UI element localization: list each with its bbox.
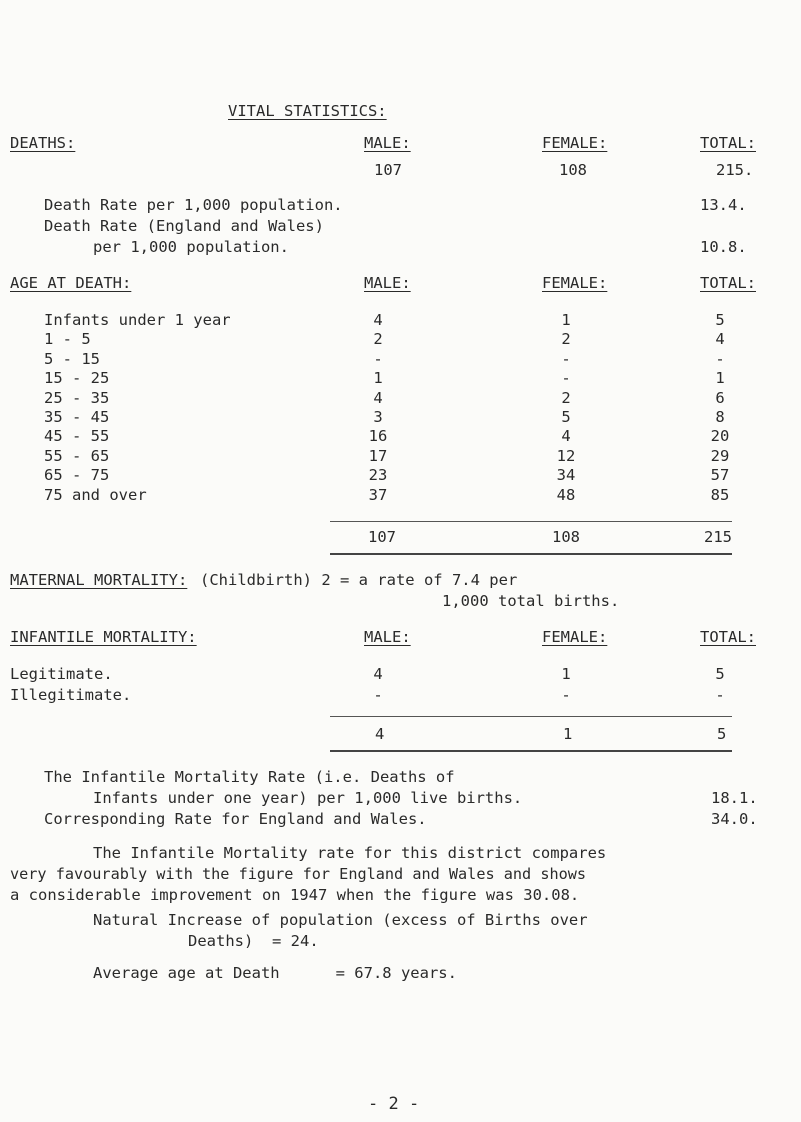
age-total-cell: 29 [710,447,730,465]
age-male-cell: 4 [373,311,383,329]
age-total-cell: 4 [715,330,725,348]
age-total-female: 108 [552,528,580,546]
age-female-cell: 1 [561,311,571,329]
infantile-rule-bottom [330,750,732,752]
imr-value: 18.1. [711,789,758,807]
age-total-cell: 8 [715,408,725,426]
maternal-label: MATERNAL MORTALITY: [10,571,188,589]
infantile-female-header: FEMALE: [542,628,608,646]
age-range-label: 5 - 15 [44,350,100,368]
age-female-header: FEMALE: [542,274,608,292]
infantile-total-female: 1 [563,725,573,743]
age-total-cell: 6 [715,389,725,407]
deaths-female-value: 108 [559,161,587,179]
age-female-cell: - [561,369,571,387]
age-female-cell: 12 [556,447,576,465]
age-male-header: MALE: [364,274,411,292]
infantile-total-cell: - [715,686,725,704]
age-total-cell: 57 [710,466,730,484]
deaths-total-header: TOTAL: [700,134,756,152]
age-female-cell: 48 [556,486,576,504]
infantile-total-male: 4 [375,725,385,743]
age-female-cell: 4 [561,427,571,445]
age-total-cell: 5 [715,311,725,329]
age-total-cell: 85 [710,486,730,504]
ew-death-rate-label-2: per 1,000 population. [93,238,289,256]
infantile-female-cell: 1 [561,665,571,683]
age-range-label: 75 and over [44,486,147,504]
natural-increase-1: Natural Increase of population (excess of Births over [93,911,588,929]
age-range-label: 25 - 35 [44,389,110,407]
deaths-total-value: 215. [716,161,754,179]
maternal-text-2: 1,000 total births. [442,592,620,610]
average-age-at-death: Average age at Death = 67.8 years. [93,964,457,982]
death-rate-label: Death Rate per 1,000 population. [44,196,343,214]
age-total-header: TOTAL: [700,274,756,292]
infantile-male-header: MALE: [364,628,411,646]
ew-death-rate-value: 10.8. [700,238,747,256]
age-table-rule-bottom [330,553,732,555]
infantile-total-total: 5 [717,725,727,743]
age-male-cell: 23 [368,466,388,484]
age-table-rule-top [330,521,732,522]
infantile-female-cell: - [561,686,571,704]
imr-text-2: Infants under one year) per 1,000 live births. [93,789,523,807]
age-female-cell: - [561,350,571,368]
age-male-cell: 17 [368,447,388,465]
age-female-cell: 34 [556,466,576,484]
deaths-male-value: 107 [374,161,402,179]
infantile-male-cell: 4 [373,665,383,683]
corresponding-rate-label: Corresponding Rate for England and Wales. [44,810,427,828]
infantile-male-cell: - [373,686,383,704]
infantile-row-label: Legitimate. [10,665,113,683]
age-male-cell: - [373,350,383,368]
age-range-label: 65 - 75 [44,466,110,484]
infantile-label: INFANTILE MORTALITY: [10,628,197,646]
natural-increase-2: Deaths) = 24. [188,932,319,950]
age-range-label: 45 - 55 [44,427,110,445]
age-total-total: 215 [704,528,732,546]
age-range-label: 55 - 65 [44,447,110,465]
age-range-label: 15 - 25 [44,369,110,387]
imr-text-1: The Infantile Mortality Rate (i.e. Deaths of [44,768,455,786]
infantile-total-cell: 5 [715,665,725,683]
age-male-cell: 3 [373,408,383,426]
age-male-cell: 1 [373,369,383,387]
corresponding-rate-value: 34.0. [711,810,758,828]
infantile-row-label: Illegitimate. [10,686,132,704]
death-rate-value: 13.4. [700,196,747,214]
page-title: VITAL STATISTICS: [228,102,387,120]
age-female-cell: 5 [561,408,571,426]
age-total-cell: - [715,350,725,368]
infantile-rule-top [330,716,732,717]
page-number: - 2 - [368,1094,420,1114]
compare-text-1: The Infantile Mortality rate for this district compares [93,844,607,862]
age-male-cell: 37 [368,486,388,504]
ew-death-rate-label-1: Death Rate (England and Wales) [44,217,324,235]
age-female-cell: 2 [561,330,571,348]
deaths-male-header: MALE: [364,134,411,152]
age-male-cell: 2 [373,330,383,348]
age-total-male: 107 [368,528,396,546]
age-range-label: 35 - 45 [44,408,110,426]
compare-text-2: very favourably with the figure for England and Wales and shows [10,865,587,883]
age-range-label: Infants under 1 year [44,311,231,329]
deaths-label: DEATHS: [10,134,76,152]
age-total-cell: 1 [715,369,725,387]
infantile-total-header: TOTAL: [700,628,756,646]
age-range-label: 1 - 5 [44,330,91,348]
age-female-cell: 2 [561,389,571,407]
compare-text-3: a considerable improvement on 1947 when the figure was 30.08. [10,886,580,904]
deaths-female-header: FEMALE: [542,134,608,152]
age-at-death-label: AGE AT DEATH: [10,274,132,292]
age-male-cell: 4 [373,389,383,407]
maternal-text-1: (Childbirth) 2 = a rate of 7.4 per [200,571,518,589]
age-total-cell: 20 [710,427,730,445]
age-male-cell: 16 [368,427,388,445]
